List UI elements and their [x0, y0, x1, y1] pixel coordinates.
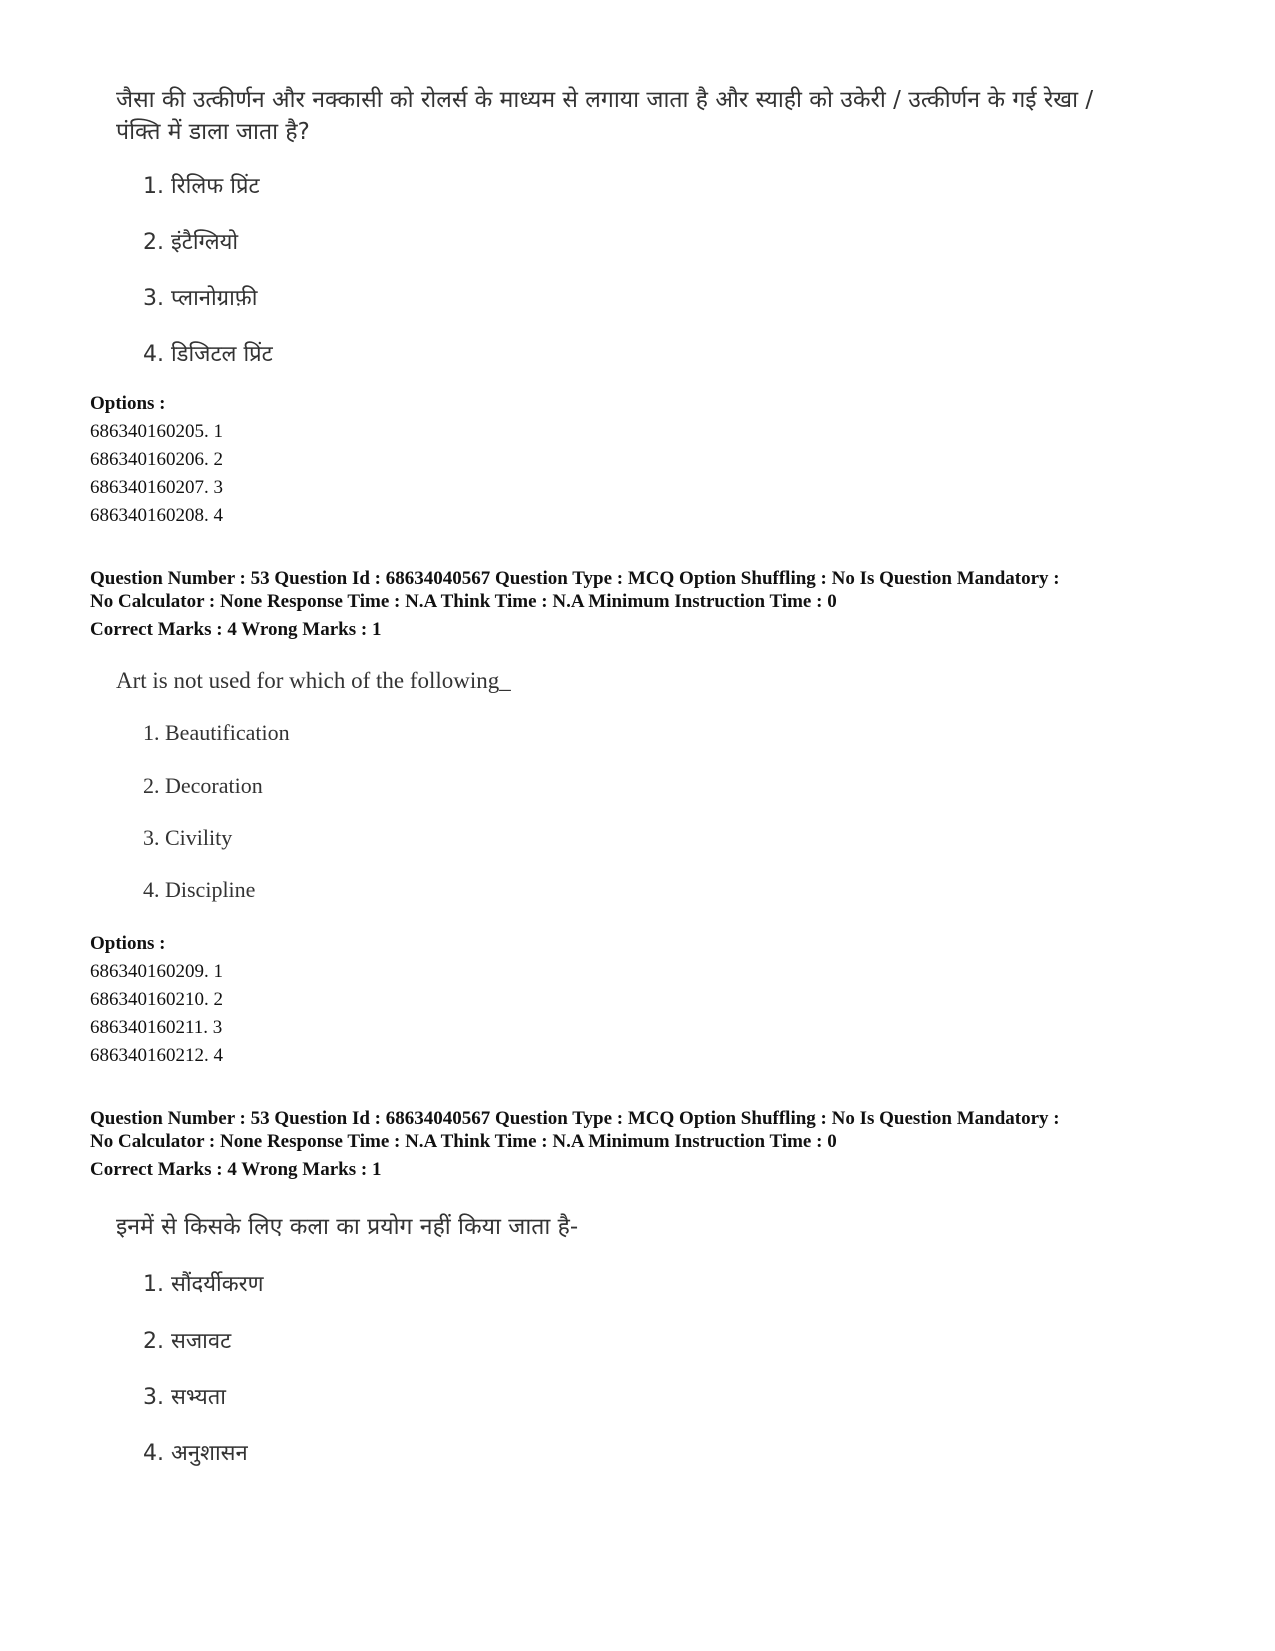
choice-4: 4. डिजिटल प्रिंट	[143, 342, 273, 367]
option-id-line: 686340160212. 4	[90, 1045, 223, 1066]
option-id-line: 686340160207. 3	[90, 477, 223, 498]
question-text-line-1: जैसा की उत्कीर्णन और नक्कासी को रोलर्स के माध्यम से लगाया जाता है और स्याही को उकेरी / उत्कीर्णन के गई रेखा /	[116, 87, 1094, 113]
choice-2: 2. Decoration	[143, 773, 263, 798]
marks-line: Correct Marks : 4 Wrong Marks : 1	[90, 619, 382, 640]
choice-1: 1. Beautification	[143, 720, 290, 745]
option-id-line: 686340160209. 1	[90, 961, 223, 982]
options-label: Options :	[90, 933, 166, 954]
question-text-line-2: पंक्ति में डाला जाता है?	[116, 119, 310, 145]
options-label: Options :	[90, 393, 166, 414]
marks-line: Correct Marks : 4 Wrong Marks : 1	[90, 1159, 382, 1180]
question-text: इनमें से किसके लिए कला का प्रयोग नहीं किया जाता है-	[116, 1214, 579, 1240]
question-header-line-2: No Calculator : None Response Time : N.A Think Time : N.A Minimum Instruction Time : 0	[90, 1131, 837, 1152]
choice-4: 4. Discipline	[143, 877, 256, 902]
question-header-line-1: Question Number : 53 Question Id : 68634040567 Question Type : MCQ Option Shuffling : No Is Question Mandatory :	[90, 568, 1060, 589]
choice-1: 1. सौंदर्यीकरण	[143, 1272, 264, 1297]
option-id-line: 686340160211. 3	[90, 1017, 223, 1038]
choice-3: 3. सभ्यता	[143, 1385, 227, 1410]
choice-1: 1. रिलिफ प्रिंट	[143, 174, 260, 199]
option-id-line: 686340160208. 4	[90, 505, 223, 526]
choice-4: 4. अनुशासन	[143, 1441, 248, 1466]
option-id-line: 686340160205. 1	[90, 421, 223, 442]
option-id-line: 686340160206. 2	[90, 449, 223, 470]
choice-2: 2. इंटैग्लियो	[143, 230, 239, 255]
question-header-line-2: No Calculator : None Response Time : N.A Think Time : N.A Minimum Instruction Time : 0	[90, 591, 837, 612]
choice-3: 3. Civility	[143, 825, 233, 850]
question-text: Art is not used for which of the following_	[116, 668, 511, 693]
question-header-line-1: Question Number : 53 Question Id : 68634040567 Question Type : MCQ Option Shuffling : No Is Question Mandatory :	[90, 1108, 1060, 1129]
option-id-line: 686340160210. 2	[90, 989, 223, 1010]
choice-3: 3. प्लानोग्राफ़ी	[143, 286, 258, 311]
choice-2: 2. सजावट	[143, 1329, 232, 1354]
